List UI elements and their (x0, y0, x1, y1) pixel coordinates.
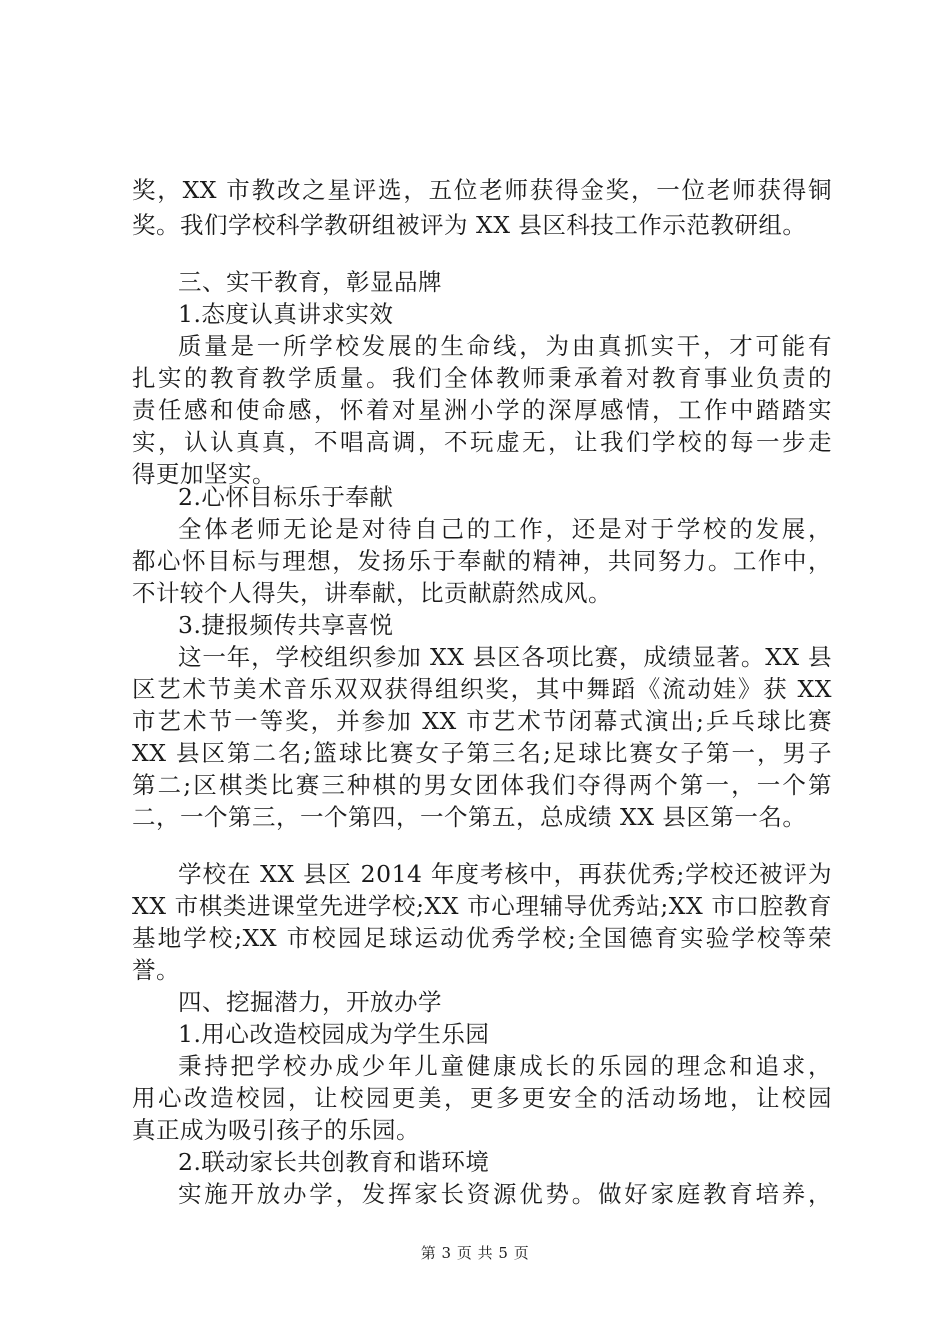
paragraph-line: 区艺术节美术音乐双双获得组织奖，其中舞蹈《流动娃》获 XX (132, 675, 832, 703)
paragraph-line: 誉。 (132, 956, 180, 984)
paragraph-line: 秉持把学校办成少年儿童健康成长的乐园的理念和追求， (178, 1052, 832, 1080)
paragraph-line: 不计较个人得失，讲奉献，比贡献蔚然成风。 (132, 579, 612, 607)
paragraph-line: 二，一个第三，一个第四，一个第五，总成绩 XX 县区第一名。 (132, 803, 807, 831)
paragraph-line: 奖，XX 市教改之星评选，五位老师获得金奖，一位老师获得铜 (132, 176, 832, 204)
paragraph-line: 实，认认真真，不唱高调，不玩虚无，让我们学校的每一步走 (132, 428, 832, 456)
paragraph-line: 实施开放办学，发挥家长资源优势。做好家庭教育培养， (178, 1180, 832, 1208)
paragraph-line: 都心怀目标与理想，发扬乐于奉献的精神，共同努力。工作中， (132, 547, 832, 575)
paragraph-line: 扎实的教育教学质量。我们全体教师秉承着对教育事业负责的 (132, 364, 832, 392)
subsection-heading: 2.联动家长共创教育和谐环境 (178, 1148, 490, 1176)
paragraph-line: 奖。我们学校科学教研组被评为 XX 县区科技工作示范教研组。 (132, 211, 807, 239)
subsection-heading: 3.捷报频传共享喜悦 (178, 611, 394, 639)
paragraph-line: 用心改造校园，让校园更美，更多更安全的活动场地，让校园 (132, 1084, 832, 1112)
page-number-footer: 第 3 页 共 5 页 (420, 1244, 530, 1262)
paragraph-line: 全体老师无论是对待自己的工作，还是对于学校的发展， (178, 515, 832, 543)
paragraph-line: 得更加坚实。 (132, 460, 276, 488)
section-heading: 四、挖掘潜力，开放办学 (178, 988, 442, 1016)
paragraph-line: 基地学校;XX 市校园足球运动优秀学校;全国德育实验学校等荣 (132, 924, 832, 952)
paragraph-line: XX 县区第二名;篮球比赛女子第三名;足球比赛女子第一，男子 (132, 739, 832, 767)
paragraph-line: 真正成为吸引孩子的乐园。 (132, 1116, 420, 1144)
subsection-heading: 1.态度认真讲求实效 (178, 300, 394, 328)
paragraph-line: 责任感和使命感，怀着对星洲小学的深厚感情，工作中踏踏实 (132, 396, 832, 424)
paragraph-line: 学校在 XX 县区 2014 年度考核中，再获优秀;学校还被评为 (178, 860, 832, 888)
paragraph-line: 这一年，学校组织参加 XX 县区各项比赛，成绩显著。XX 县 (178, 643, 832, 671)
section-heading: 三、实干教育，彰显品牌 (178, 268, 442, 296)
paragraph-line: 市艺术节一等奖，并参加 XX 市艺术节闭幕式演出;乒乓球比赛 (132, 707, 832, 735)
subsection-heading: 2.心怀目标乐于奉献 (178, 483, 394, 511)
paragraph-line: XX 市棋类进课堂先进学校;XX 市心理辅导优秀站;XX 市口腔教育 (132, 892, 832, 920)
subsection-heading: 1.用心改造校园成为学生乐园 (178, 1020, 490, 1048)
paragraph-line: 第二;区棋类比赛三种棋的男女团体我们夺得两个第一，一个第 (132, 771, 832, 799)
paragraph-line: 质量是一所学校发展的生命线，为由真抓实干，才可能有 (178, 332, 832, 360)
